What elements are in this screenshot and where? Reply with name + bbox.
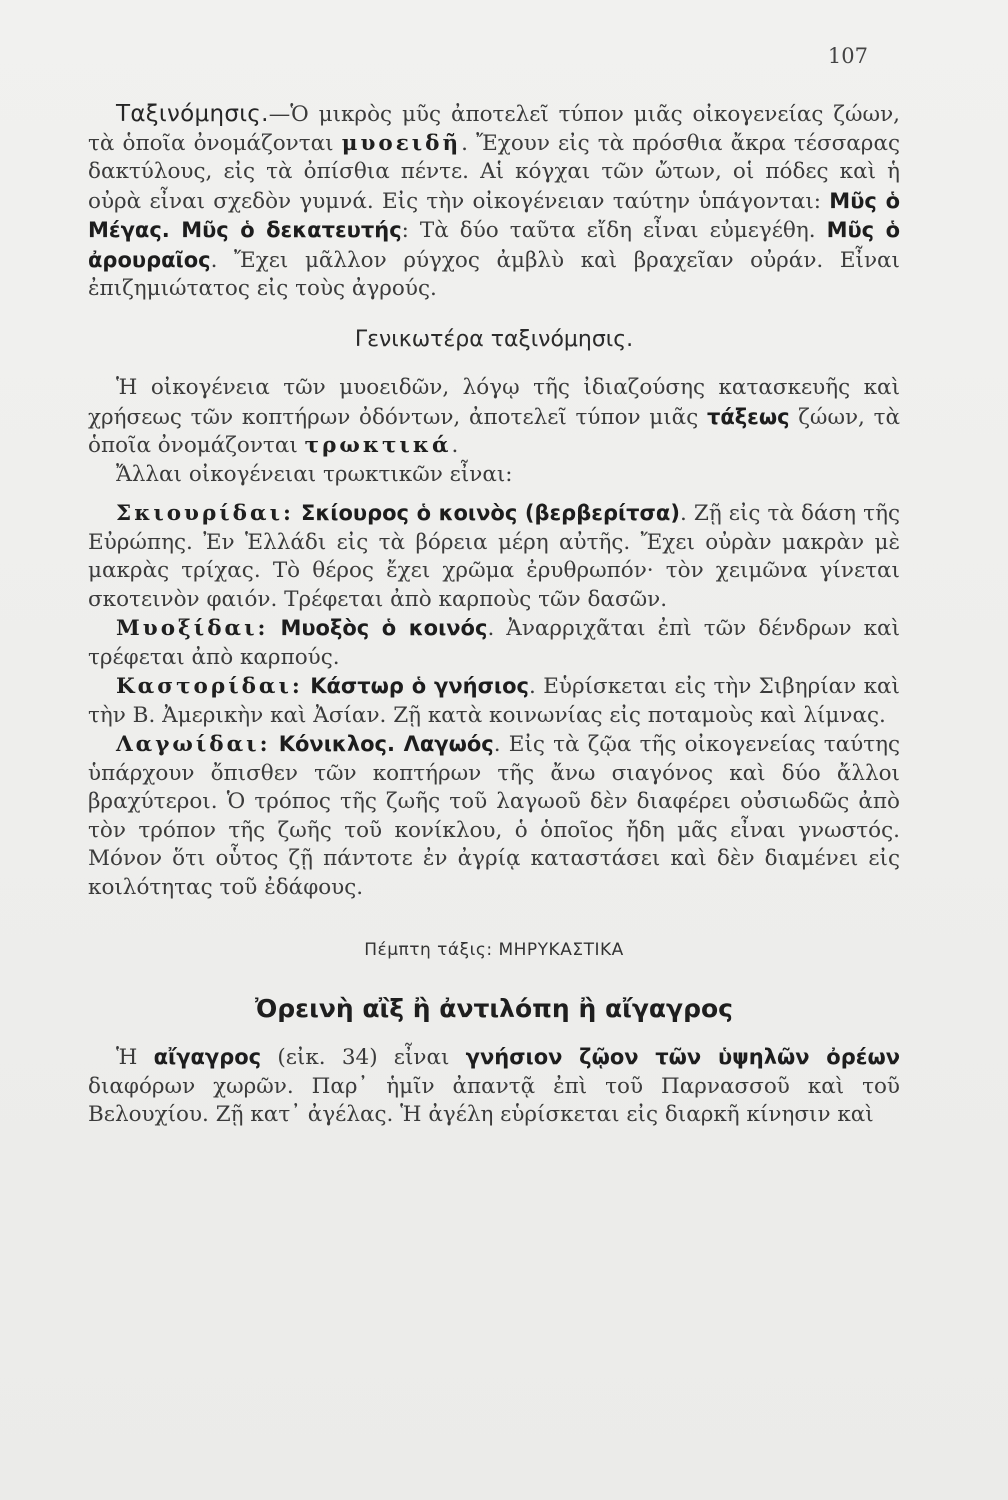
section-label-classification: Ταξινόμησις.: [116, 101, 269, 127]
text-run: (εἰκ. 34) εἶναι: [261, 1045, 466, 1070]
family-sciuridae: [88, 499, 900, 614]
term-order: τάξεως: [706, 404, 790, 429]
text-run: : Τὰ δύο ταῦτα εἴδη εἶναι εὐμεγέθη.: [401, 218, 827, 243]
text-run: . Ἀναρριχᾶται ἐπὶ τῶν δένδρων καὶ τρέφεται ἀπὸ καρπούς.: [88, 616, 901, 670]
family-leporidae: [88, 730, 900, 902]
text-run: .: [451, 433, 459, 458]
term-myoeidi: μυοειδῆ: [341, 130, 462, 156]
term-rodents: τρωκτικά: [304, 433, 452, 458]
species-names-1: Μῦς ὁ Μέγας. Μῦς ὁ δεκατευτής: [88, 188, 900, 242]
paragraph-chamois: [88, 1043, 900, 1130]
species-name: Μυοξὸς ὁ κοινός: [280, 616, 488, 640]
title-chamois: Ὀρεινὴ αἲξ ἢ ἀντιλόπη ἢ αἴγαγρος: [255, 993, 733, 1023]
family-label: Μυοξίδαι:: [116, 616, 269, 641]
text-run: Ἡ: [116, 1045, 154, 1070]
heading-general-classification: Γενικωτέρα ταξινόμησις.: [354, 326, 634, 352]
text-run: διαφόρων χωρῶν. Παρ᾽ ἡμῖν ἀπαντᾷ ἐπὶ τοῦ Παρνασσοῦ καὶ τοῦ Βελουχίου. Ζῇ κατ᾽ ἀγέλας. Ἡ ἀγέλη εὑρίσκεται εἰς διαρκῆ κίνησιν καὶ: [88, 1073, 900, 1127]
text-run: . Εἰς τὰ ζῷα τῆς οἰκογενείας ταύτης ὑπάρχουν ὄπισθεν τῶν κοπτήρων τῆς ἄνω σιαγόνος καὶ δύο ἄλλοι βραχύτεροι. Ὁ τρόπος τῆς ζωῆς τοῦ λαγωοῦ δὲν διαφέρει οὐσιωδῶς ἀπὸ τὸν τρόπον τῆς ζωῆς τοῦ κονίκλου, ὁ ὁποῖος ἤδη μᾶς εἶναι γνωστός. Μόνον ὅτι οὗτος ζῇ πάντοτε ἐν ἀγρίᾳ καταστάσει καὶ δὲν διαμένει εἰς κοιλότητας τοῦ ἐδάφους.: [88, 732, 901, 900]
text-run: . Εὑρίσκεται εἰς τὴν Σιβηρίαν καὶ τὴν Β. Ἀμερικὴν καὶ Ἀσίαν. Ζῇ κατὰ κοινωνίας εἰς ποταμοὺς καὶ λίμνας.: [88, 674, 900, 728]
family-myoxidae: [88, 614, 900, 672]
text-run: . Ζῇ εἰς τὰ δάση τῆς Εὐρώπης. Ἐν Ἑλλάδι εἰς τὰ βόρεια μέρη αὐτῆς. Ἔχει οὐρὰν μακρὰν μὲ μακρὰς τρίχας. Τὸ θέρος ἔχει χρῶμα ἐρυθρωπόν· τὸν χειμῶνα γίνεται σκοτεινὸν φαιόν. Τρέφεται ἀπὸ καρποὺς τῶν δασῶν.: [88, 501, 900, 612]
family-castoridae: [88, 672, 900, 730]
text-run: ζώων, τὰ ὁποῖα ὀνομάζονται: [88, 404, 900, 458]
paragraph-classification: [88, 100, 900, 304]
body-text: [88, 100, 900, 1130]
family-label: Καστορίδαι:: [116, 674, 303, 699]
term-chamois: αἴγαγρος: [153, 1045, 262, 1069]
section-label-ruminants: Πέμπτη τάξις: ΜΗΡΥΚΑΣΤΙΚΑ: [364, 940, 624, 960]
family-label: Λαγωίδαι:: [116, 732, 271, 757]
page-number: 107: [827, 44, 868, 68]
paragraph-order: [88, 374, 900, 461]
text-run: —Ὁ μικρὸς μῦς ἀποτελεῖ τύπον μιᾶς οἰκογενείας ζώων, τὰ ὁποῖα ὀνομάζονται: [88, 102, 900, 156]
text-run: . Ἔχουν εἰς τὰ πρόσθια ἄκρα τέσσαρας δακτύλους, εἰς τὰ ὀπίσθια πέντε. Αἱ κόγχαι τῶν ὤτων, οἱ πόδες καὶ ἡ οὐρὰ εἶναι σχεδὸν γυμνά. Εἰς τὴν οἰκογένειαν ταύτην ὑπάγονται:: [88, 130, 901, 214]
species-name: Σκίουρος ὁ κοινὸς (βερβερίτσα): [301, 501, 680, 525]
text-run: Ἡ οἰκογένεια τῶν μυοειδῶν, λόγῳ τῆς ἰδιαζούσης κατασκευῆς καὶ χρήσεως τῶν κοπτήρων ὀδόντων, ἀποτελεῖ τύπον μιᾶς: [88, 375, 900, 430]
species-name: Κόνικλος. Λαγωός: [278, 732, 494, 756]
term-mountain-animal: γνήσιον ζῷον τῶν ὑψηλῶν ὀρέων: [465, 1045, 901, 1069]
paragraph-other-families: Ἄλλαι οἰκογένειαι τρωκτικῶν εἶναι:: [116, 461, 513, 487]
species-name-2: Μῦς ὁ ἀρουραῖος: [88, 218, 901, 272]
text-run: . Ἔχει μᾶλλον ρύγχος ἀμβλὺ καὶ βραχεῖαν οὐράν. Εἶναι ἐπιζημιώτατος εἰς τοὺς ἀγρούς.: [88, 247, 900, 301]
family-label: Σκιουρίδαι:: [116, 501, 294, 526]
species-name: Κάστωρ ὁ γνήσιος: [310, 674, 529, 698]
